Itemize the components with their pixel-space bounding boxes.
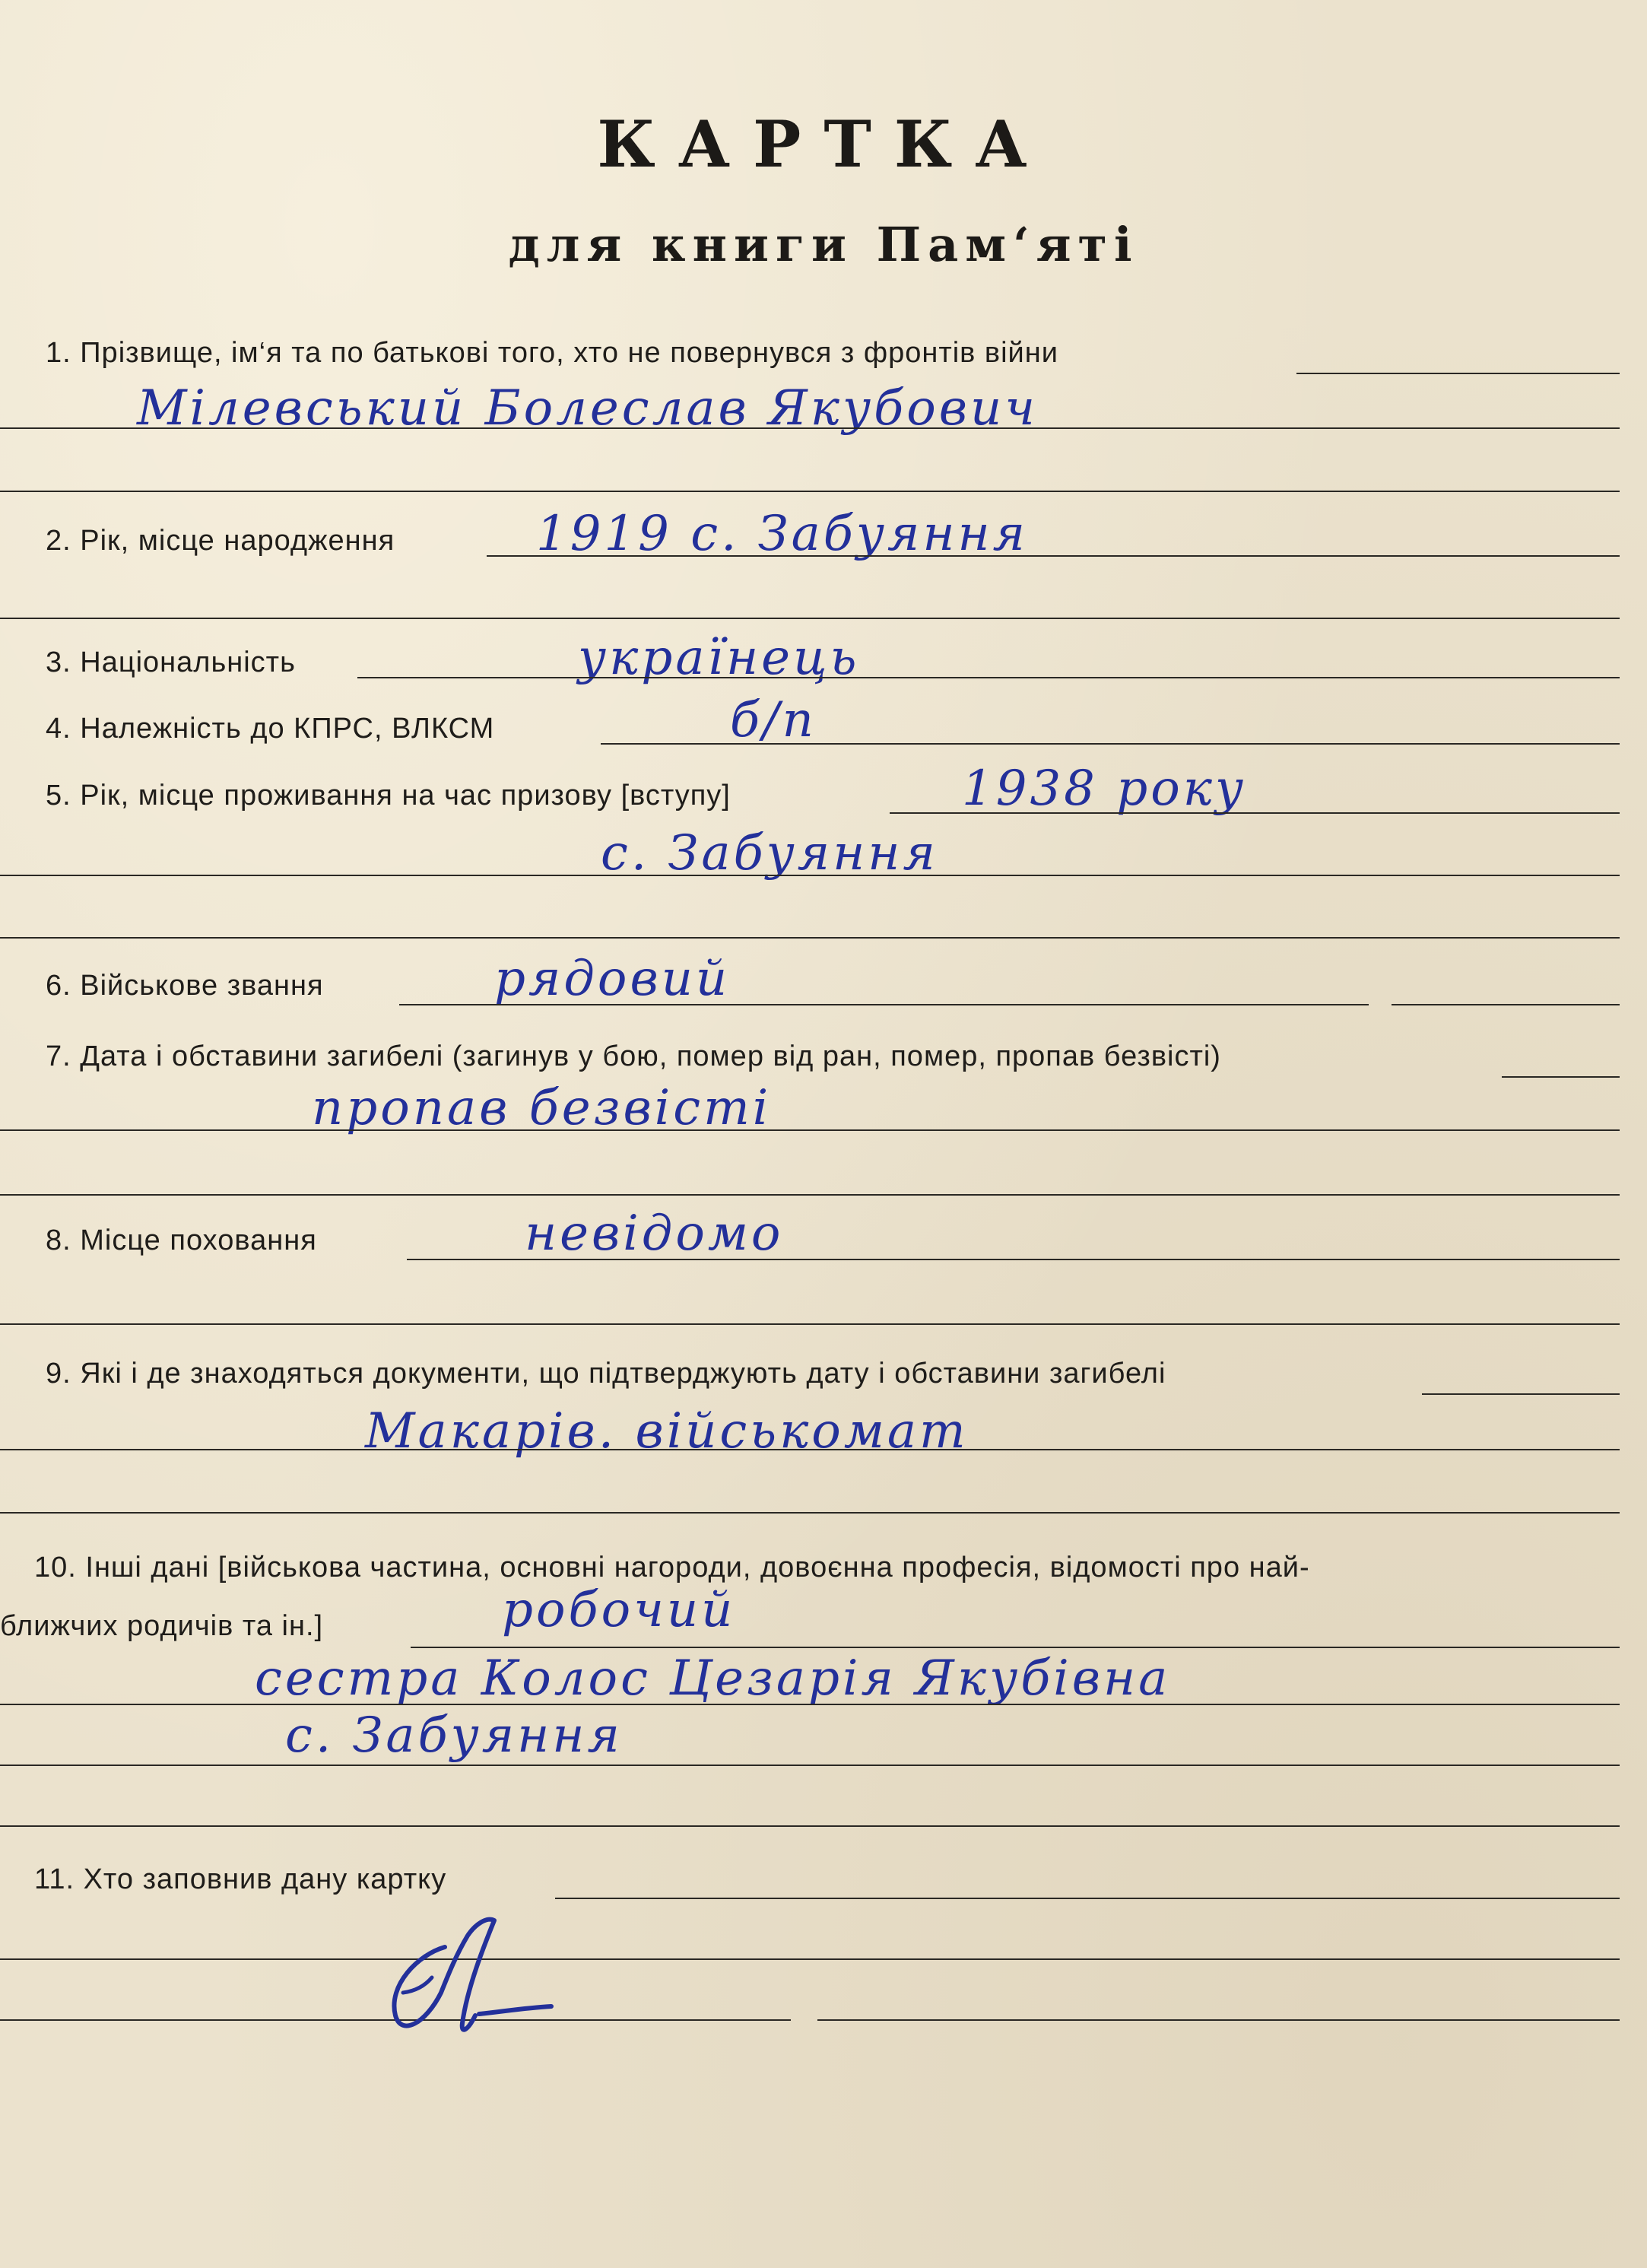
rule [0,491,1620,492]
field-9-value: Макарів. військомат [365,1403,969,1460]
card-title: КАРТКА [597,106,1050,182]
rule [357,677,1620,678]
rule [0,1825,1620,1827]
field-3-value: українець [578,630,860,686]
rule [407,1259,1620,1260]
field-1-value: Мілевський Болеслав Якубович [137,380,1038,437]
field-4-label: 4. Належність до КПРС, ВЛКСМ [46,713,495,745]
rule [0,1449,1620,1450]
field-8-value: невідомо [525,1205,784,1262]
rule [1502,1076,1620,1078]
field-8-label: 8. Місце поховання [46,1225,317,1256]
field-2-value: 1919 с. Забуяння [536,506,1029,562]
rule [487,555,1620,557]
field-10-value: робочий [502,1582,736,1638]
rule [1422,1393,1620,1395]
field-10-label-2: ближчих родичів та ін.] [0,1610,324,1642]
field-5-value: 1938 року [962,761,1247,817]
card-subtitle: для книги Пам‘яті [508,217,1139,272]
field-6-value: рядовий [494,951,731,1007]
rule [1392,1004,1620,1005]
field-5-label: 5. Рік, місце проживання на час призову [вступу] [46,780,731,812]
rule [0,1704,1620,1705]
rule [0,937,1620,939]
field-5-value-2: с. Забуяння [601,825,938,881]
rule [0,1129,1620,1131]
rule [0,1194,1620,1196]
field-3-label: 3. Національність [46,646,296,678]
field-7-value: пропав безвісті [312,1080,772,1136]
field-1-label: 1. Прізвище, ім‘я та по батькові того, хто не повернувся з фронтів війни [46,337,1058,369]
field-10-label: 10. Інші дані [військова частина, основні нагороди, довоєнна професія, відомості про най- [34,1552,1310,1583]
rule [0,427,1620,429]
field-10-value-3: с. Забуяння [285,1707,623,1764]
field-4-value: б/п [730,692,817,748]
field-6-label: 6. Військове звання [46,970,324,1002]
field-2-label: 2. Рік, місце народження [46,525,395,557]
rule [0,1958,1620,1960]
field-11-label: 11. Хто заповнив дану картку [34,1863,447,1895]
field-10-value-2: сестра Колос Цезарія Якубівна [255,1650,1171,1707]
rule [399,1004,1369,1005]
rule [0,1323,1620,1325]
rule [0,1765,1620,1766]
rule [601,743,1620,745]
signature [373,1901,563,2054]
rule [0,618,1620,619]
rule [890,812,1620,814]
rule [0,875,1620,876]
rule [555,1898,1620,1899]
rule [817,2019,1620,2021]
rule [0,1512,1620,1514]
field-7-label: 7. Дата і обставини загибелі (загинув у бою, помер від ран, помер, пропав безвісті) [46,1040,1221,1072]
field-9-label: 9. Які і де знаходяться документи, що підтверджують дату і обставини загибелі [46,1358,1166,1390]
rule [1296,373,1620,374]
rule [411,1647,1620,1648]
